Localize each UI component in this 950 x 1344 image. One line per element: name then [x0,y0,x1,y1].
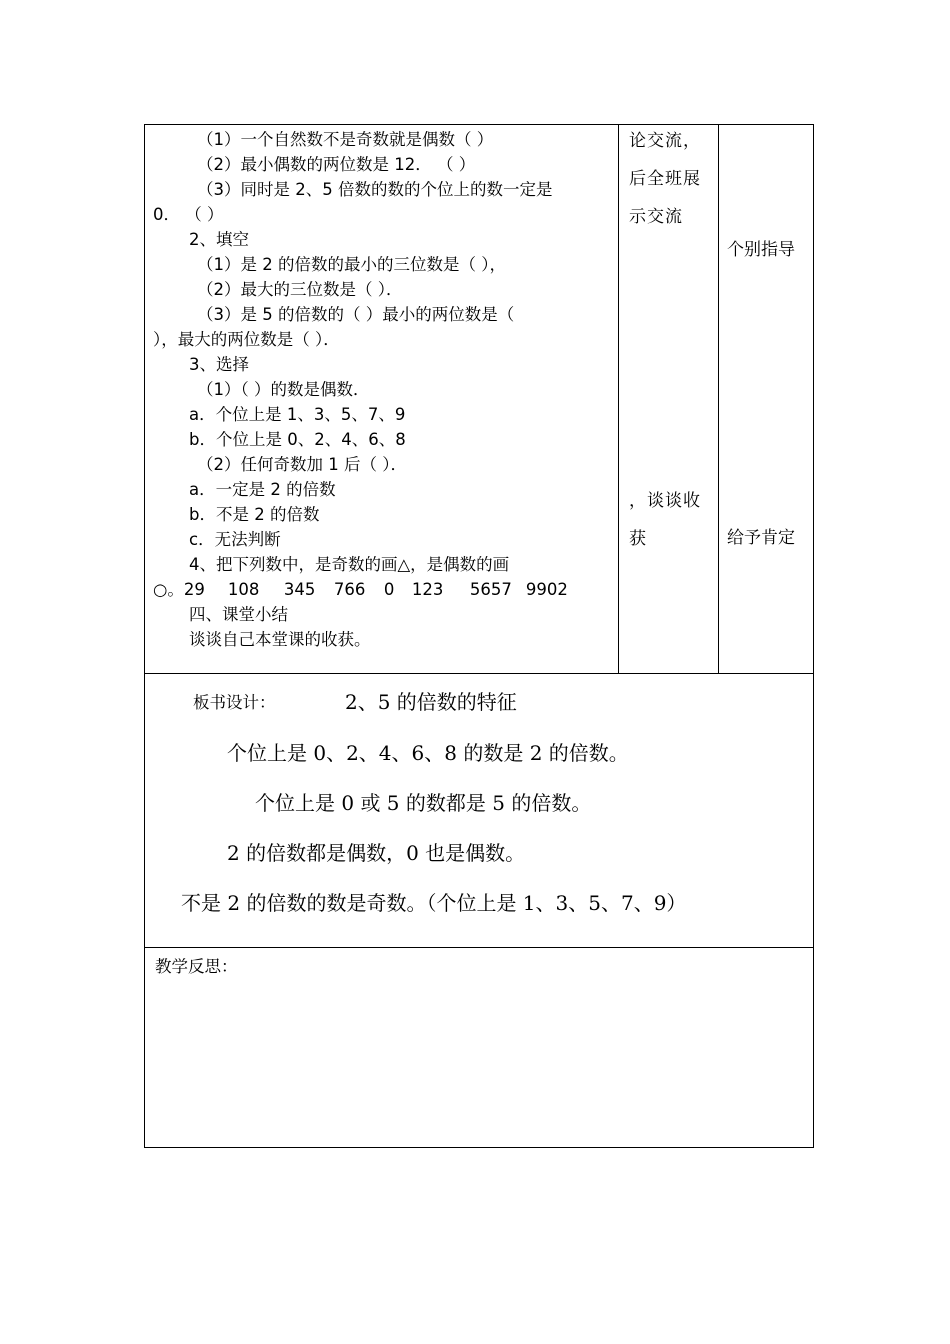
reflection-label: 教学反思： [155,957,238,976]
number-item: 345 [283,580,316,599]
board-title: 2、5 的倍数的特征 [345,690,517,714]
number-item: 29 [183,580,205,599]
row-divider-1 [145,673,813,674]
option-line: a．一定是 2 的倍数 [189,480,336,499]
option-line: b．个位上是 0、2、4、6、8 [189,430,406,449]
number-item: 766 [333,580,366,599]
exercise-line: （2）最小偶数的两位数是 12． （ ） [197,155,476,174]
number-item: 5657 [469,580,512,599]
section-heading: 2、填空 [189,230,249,249]
lesson-plan-table [144,124,814,1148]
number-item: 123 [411,580,444,599]
exercise-line: （3）是 5 的倍数的（ ）最小的两位数是（ [197,305,515,324]
exercise-line: （3）同时是 2、5 倍数的数的个位上的数一定是 [197,180,553,199]
exercise-line: ），最大的两位数是（ ）． [153,330,340,349]
board-label: 板书设计： [193,693,276,712]
activity-line: 后全班展 [629,169,701,189]
section-heading: 四、课堂小结 [189,605,288,624]
number-item: 9902 [525,580,568,599]
section-heading: 4、把下列数中，是奇数的画△，是偶数的画 [189,555,510,574]
option-line: b．不是 2 的倍数 [189,505,320,524]
exercise-line: （1）（ ）的数是偶数． [197,380,370,399]
exercise-line: （1）是 2 的倍数的最小的三位数是（ ）， [197,255,506,274]
number-item: 108 [227,580,260,599]
circle-prefix: ○。 [153,580,184,599]
activity-line: 论交流， [629,131,701,151]
exercise-line: 谈谈自己本堂课的收获。 [189,630,371,649]
board-line: 不是 2 的倍数的数是奇数。（个位上是 1、3、5、7、9） [181,891,687,915]
exercise-line: （2）最大的三位数是（ ）． [197,280,403,299]
board-line: 2 的倍数都是偶数，0 也是偶数。 [227,841,526,865]
number-list [153,577,623,602]
activity-line: ，谈谈收 [629,491,701,511]
activity-column-top [629,127,721,241]
board-line: 个位上是 0 或 5 的数都是 5 的倍数。 [255,791,592,815]
exercise-line: （1）一个自然数不是奇数就是偶数（ ） [197,130,494,149]
activity-line: 获 [629,529,647,549]
option-line: c．无法判断 [189,530,281,549]
activity-line: 示交流 [629,207,683,227]
guidance-bottom: 给予肯定 [727,528,795,548]
exercise-line: （2）任何奇数加 1 后（ ）． [197,455,407,474]
section-heading: 3、选择 [189,355,249,374]
exercise-line: 0． （ ） [153,205,224,224]
option-line: a．个位上是 1、3、5、7、9 [189,405,406,424]
exercise-column [153,127,623,652]
activity-column-bottom [629,487,721,563]
number-item: 0 [383,580,395,599]
guidance-top: 个别指导 [727,240,795,260]
row-divider-2 [145,947,813,948]
board-line: 个位上是 0、2、4、6、8 的数是 2 的倍数。 [227,741,629,765]
